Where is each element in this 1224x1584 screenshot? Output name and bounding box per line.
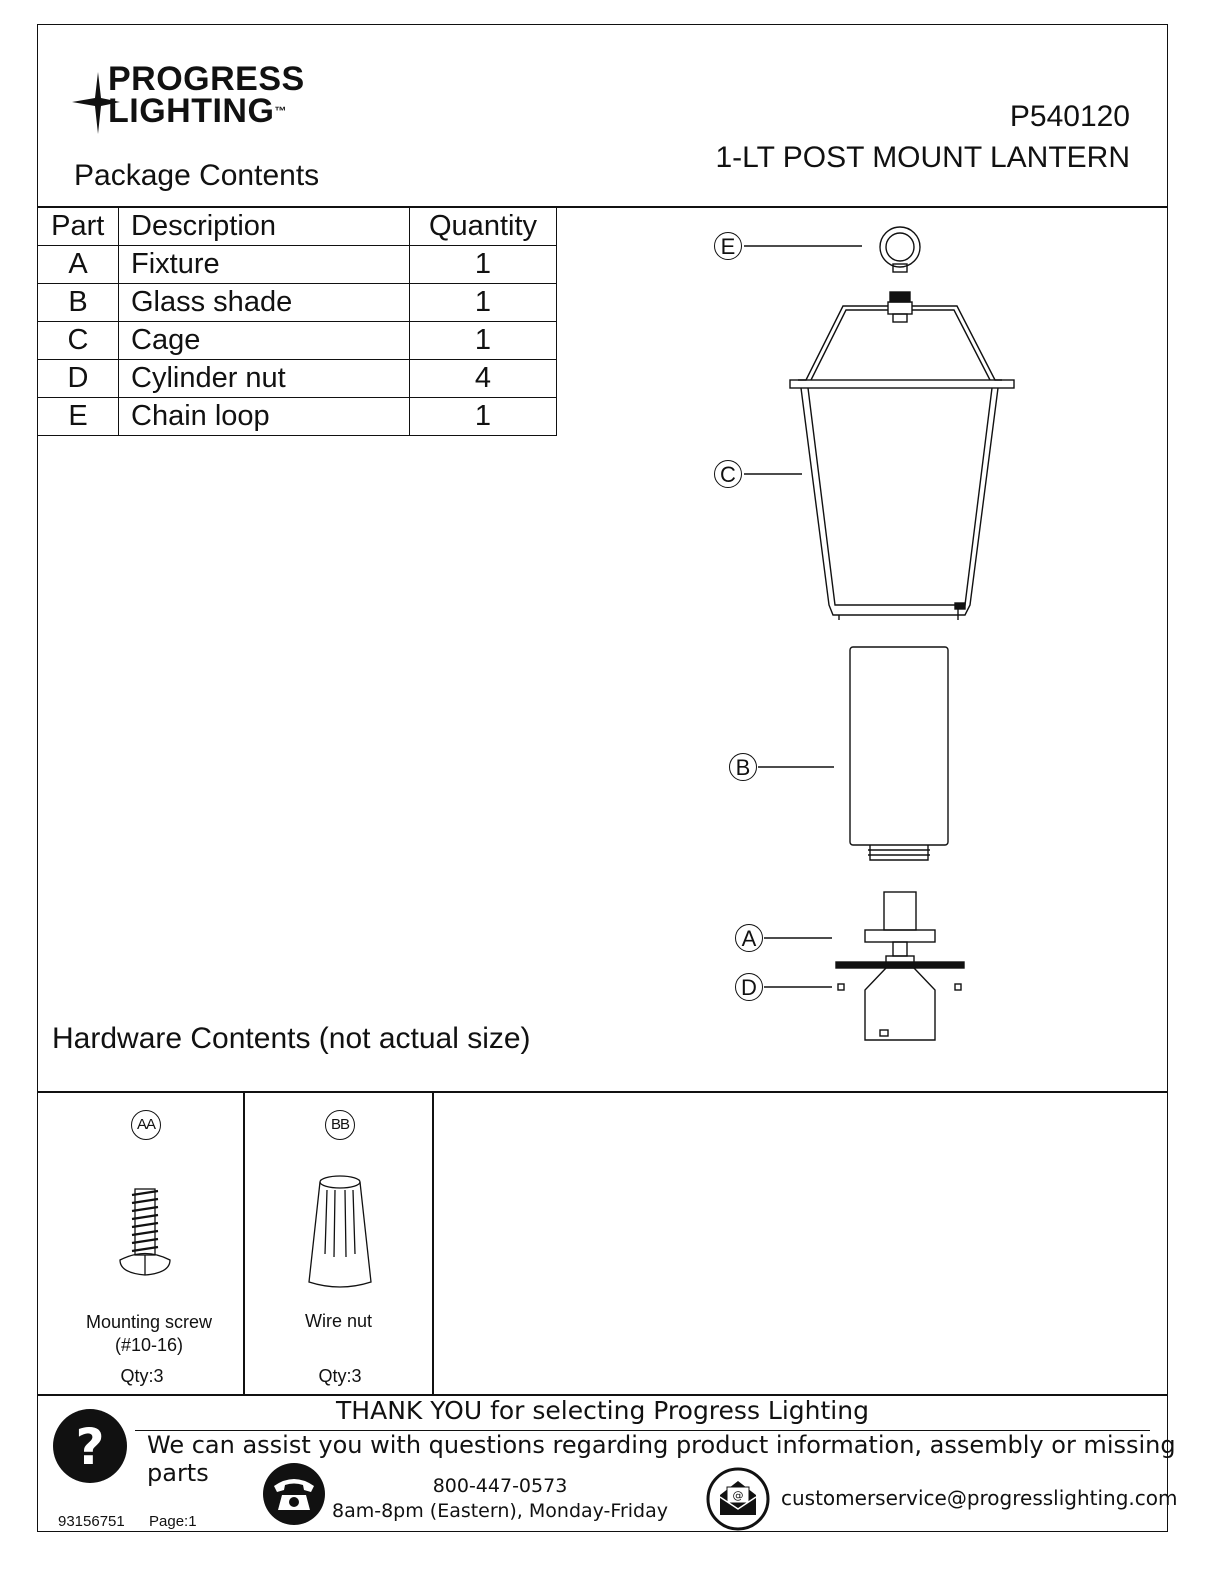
table-row (38, 284, 557, 322)
part-quantity: 1 (410, 246, 557, 284)
part-description: Cage (119, 322, 410, 360)
cylinder-nut-drawing (838, 984, 961, 990)
cage-drawing (790, 292, 1014, 620)
callout-e: E (714, 232, 742, 260)
email-link[interactable]: customerservice@progresslighting.com (781, 1486, 1178, 1510)
callout-d: D (735, 973, 763, 1001)
part-letter: E (38, 398, 119, 436)
table-row (38, 360, 557, 398)
phone-hours: 8am-8pm (Eastern), Monday-Friday (331, 1500, 669, 1522)
part-description: Chain loop (119, 398, 410, 436)
hardware-name-aa-line2: (#10-16) (114, 1335, 184, 1355)
mounting-screw-drawing (115, 1185, 175, 1280)
col-header-part: Part (38, 208, 119, 246)
svg-text:@: @ (732, 1489, 744, 1502)
envelope-icon (706, 1467, 770, 1531)
col-header-quantity: Quantity (410, 208, 557, 246)
hardware-name-aa-line1: Mounting screw (85, 1312, 213, 1332)
hardware-col-divider-2 (432, 1091, 434, 1395)
package-contents-title: Package Contents (74, 159, 320, 192)
parts-table (37, 207, 557, 436)
part-description: Glass shade (119, 284, 410, 322)
question-icon (52, 1408, 128, 1484)
hardware-title: Hardware Contents (not actual size) (52, 1022, 531, 1055)
part-letter: C (38, 322, 119, 360)
page-number: Page:1 (149, 1513, 197, 1530)
hardware-qty-bb: Qty:3 (318, 1366, 362, 1386)
hardware-code-bb: BB (325, 1110, 355, 1140)
part-quantity: 1 (410, 398, 557, 436)
model-number: P540120 (1009, 100, 1130, 133)
thank-you-message: THANK YOU for selecting Progress Lighting (336, 1396, 869, 1425)
table-header-row (38, 208, 557, 246)
part-letter: A (38, 246, 119, 284)
part-quantity: 1 (410, 284, 557, 322)
part-letter: B (38, 284, 119, 322)
wire-nut-drawing (305, 1172, 375, 1292)
part-quantity: 1 (410, 322, 557, 360)
callout-b: B (729, 753, 757, 781)
callout-a: A (735, 924, 763, 952)
part-letter: D (38, 360, 119, 398)
brand-name-line1: PROGRESS (108, 60, 305, 98)
hardware-name-aa (60, 1311, 238, 1357)
phone-contact (320, 1474, 680, 1524)
part-quantity: 4 (410, 360, 557, 398)
svg-text:?: ? (75, 1418, 105, 1476)
brand-name-line2: LIGHTING™ (108, 92, 287, 130)
fixture-drawing (836, 892, 964, 1040)
hardware-col-divider-1 (243, 1091, 245, 1395)
hardware-top-divider (37, 1091, 1168, 1093)
table-row (38, 398, 557, 436)
hardware-code-aa: AA (131, 1110, 161, 1140)
col-header-description: Description (119, 208, 410, 246)
table-row (38, 246, 557, 284)
brand-logo (72, 60, 332, 134)
part-description: Cylinder nut (119, 360, 410, 398)
product-name: 1-LT POST MOUNT LANTERN (715, 141, 1130, 174)
glass-shade-drawing (850, 647, 948, 860)
telephone-icon (262, 1462, 326, 1526)
callout-c: C (714, 460, 742, 488)
document-number: 93156751 (58, 1513, 125, 1530)
phone-number[interactable]: 800-447-0573 (432, 1475, 568, 1497)
part-description: Fixture (119, 246, 410, 284)
hardware-qty-aa: Qty:3 (120, 1366, 164, 1386)
assist-message: We can assist you with questions regarding product information, assembly or missing parts (147, 1431, 1176, 1487)
chain-loop-drawing (880, 227, 920, 272)
hardware-name-bb: Wire nut (304, 1311, 373, 1331)
table-row (38, 322, 557, 360)
